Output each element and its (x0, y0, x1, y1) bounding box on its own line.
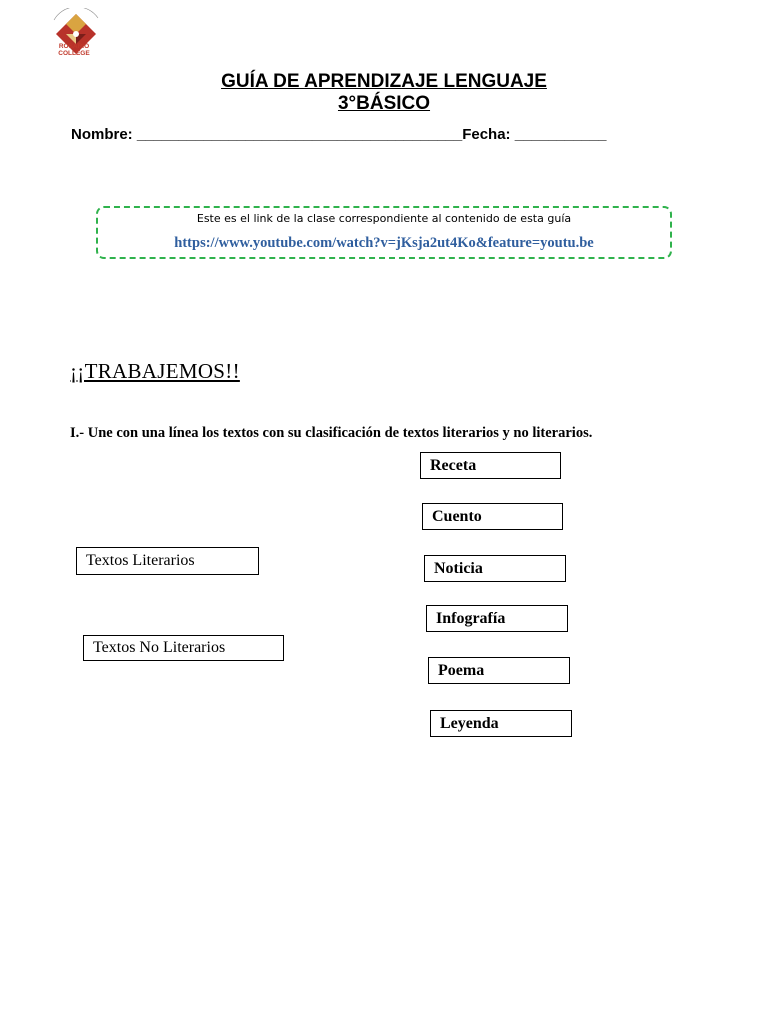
section-heading: ¡¡TRABAJEMOS!! (70, 359, 240, 383)
page-subtitle: 3°BÁSICO (337, 93, 431, 114)
page-title: GUÍA DE APRENDIZAJE LENGUAJE (221, 71, 547, 92)
text-type-box[interactable]: Noticia (424, 555, 566, 582)
category-box-literarios[interactable]: Textos Literarios (76, 547, 259, 575)
text-type-box[interactable]: Cuento (422, 503, 563, 530)
date-field[interactable]: ___________ (514, 126, 607, 143)
name-date-line (71, 126, 607, 143)
text-type-box[interactable]: Poema (428, 657, 570, 684)
text-type-box[interactable]: Infografía (426, 605, 568, 632)
logo-text: ROSARIO COLLEGE (58, 43, 90, 57)
name-label: Nombre: (71, 126, 133, 143)
category-box-no-literarios[interactable]: Textos No Literarios (83, 635, 284, 661)
class-video-link[interactable]: https://www.youtube.com/watch?v=jKsja2ut4Ko&feature=youtu.be (174, 235, 594, 251)
date-label: Fecha: (462, 126, 511, 143)
instruction-text: I.- Une con una línea los textos con su clasificación de textos literarios y no literarios. (70, 425, 593, 441)
text-type-box[interactable]: Receta (420, 452, 561, 479)
text-type-box[interactable]: Leyenda (430, 710, 572, 737)
link-caption: Este es el link de la clase correspondiente al contenido de esta guía (196, 212, 572, 225)
name-field[interactable]: _______________________________________ (136, 126, 463, 143)
